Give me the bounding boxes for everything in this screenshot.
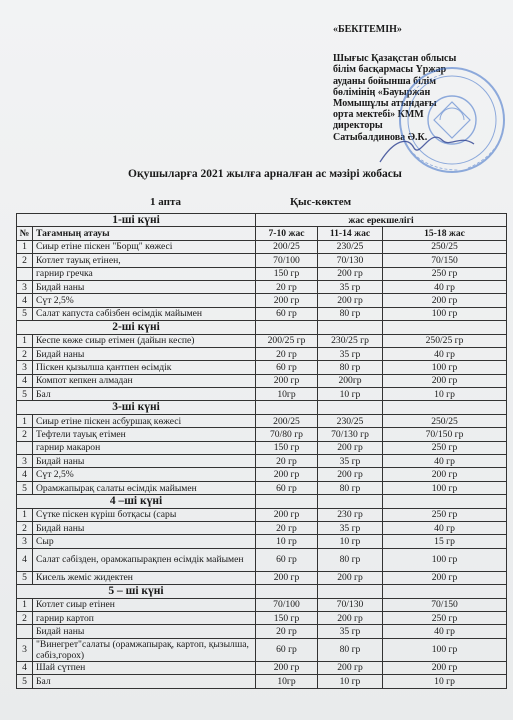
- approval-line: ауданы бойынша білім: [333, 75, 437, 87]
- column-header-15-18: 15-18 жас: [383, 227, 507, 240]
- portion-15-18: 200 гр: [383, 374, 507, 387]
- portion-11-14: 70/130: [318, 254, 383, 267]
- portion-7-10: 60 гр: [256, 307, 318, 320]
- dish-name: Бал: [33, 675, 256, 688]
- dish-name: Сыр: [33, 535, 256, 548]
- portion-11-14: 10 гр: [318, 675, 383, 688]
- portion-7-10: 150 гр: [256, 267, 318, 280]
- portion-15-18: 10 гр: [383, 388, 507, 401]
- portion-7-10: 200/25 гр: [256, 334, 318, 347]
- empty-cell: [256, 401, 318, 414]
- dish-name: Салат сәбізден, орамжапырақпен өсімдік майымен: [33, 548, 256, 571]
- portion-15-18: 100 гр: [383, 481, 507, 494]
- portion-11-14: 200 гр: [318, 267, 383, 280]
- row-number: [17, 625, 33, 638]
- portion-15-18: 250/25 гр: [383, 334, 507, 347]
- row-number: [17, 267, 33, 280]
- table-row: [17, 625, 507, 638]
- table-row: [17, 441, 507, 454]
- portion-11-14: 200 гр: [318, 571, 383, 584]
- portion-15-18: 100 гр: [383, 548, 507, 571]
- row-number: 1: [17, 240, 33, 253]
- column-header-dish: Тағамның атауы: [33, 227, 256, 240]
- portion-15-18: 250 гр: [383, 267, 507, 280]
- empty-cell: [256, 495, 318, 508]
- dish-name: Бидай наны: [33, 280, 256, 293]
- day-name: 4 –ші күні: [17, 495, 256, 508]
- row-number: 2: [17, 428, 33, 441]
- dish-name: Сүт 2,5%: [33, 294, 256, 307]
- approval-line: бөлімінің «Бауыржан: [333, 86, 431, 98]
- table-row: [17, 481, 507, 494]
- dish-name: гарнир гречка: [33, 267, 256, 280]
- empty-cell: [256, 585, 318, 598]
- table-row: [17, 508, 507, 521]
- empty-cell: [383, 401, 507, 414]
- table-row: [17, 428, 507, 441]
- column-header-num: №: [17, 227, 33, 240]
- empty-cell: [383, 495, 507, 508]
- table-row: [17, 675, 507, 688]
- table-row: [17, 638, 507, 661]
- portion-7-10: 20 гр: [256, 625, 318, 638]
- portion-11-14: 200 гр: [318, 441, 383, 454]
- row-number: 2: [17, 254, 33, 267]
- portion-15-18: 15 гр: [383, 535, 507, 548]
- table-row: [17, 611, 507, 624]
- approval-line: орта мектебі» КММ: [333, 109, 424, 121]
- portion-7-10: 70/80 гр: [256, 428, 318, 441]
- approval-line: Сатыбалдинова Ә.К.: [333, 131, 428, 143]
- portion-11-14: 230/25: [318, 414, 383, 427]
- row-number: 2: [17, 347, 33, 360]
- portion-7-10: 150 гр: [256, 441, 318, 454]
- dish-name: гарнир макарон: [33, 441, 256, 454]
- day-header-row: [17, 495, 507, 508]
- day-name: 2-ші күні: [17, 321, 256, 334]
- empty-cell: [256, 321, 318, 334]
- approval-line: Шығыс Қазақстан облысы: [333, 53, 457, 65]
- dish-name: Бидай наны: [33, 347, 256, 360]
- portion-7-10: 60 гр: [256, 361, 318, 374]
- portion-11-14: 80 гр: [318, 307, 383, 320]
- portion-15-18: 100 гр: [383, 361, 507, 374]
- row-number: 2: [17, 521, 33, 534]
- portion-15-18: 100 гр: [383, 638, 507, 661]
- portion-7-10: 20 гр: [256, 280, 318, 293]
- portion-15-18: 100 гр: [383, 307, 507, 320]
- portion-11-14: 80 гр: [318, 548, 383, 571]
- portion-7-10: 60 гр: [256, 548, 318, 571]
- portion-11-14: 230/25: [318, 240, 383, 253]
- table-row: [17, 455, 507, 468]
- row-number: 1: [17, 598, 33, 611]
- week-label: 1 апта: [150, 196, 181, 208]
- portion-7-10: 10гр: [256, 675, 318, 688]
- day-name: 5 – ші күні: [17, 585, 256, 598]
- portion-11-14: 200 гр: [318, 294, 383, 307]
- portion-7-10: 20 гр: [256, 455, 318, 468]
- row-number: 5: [17, 388, 33, 401]
- portion-11-14: 200 гр: [318, 468, 383, 481]
- portion-11-14: 35 гр: [318, 455, 383, 468]
- portion-15-18: 250/25: [383, 240, 507, 253]
- portion-7-10: 10 гр: [256, 535, 318, 548]
- portion-15-18: 40 гр: [383, 521, 507, 534]
- portion-7-10: 10гр: [256, 388, 318, 401]
- portion-7-10: 200 гр: [256, 468, 318, 481]
- day-header-row: [17, 585, 507, 598]
- portion-15-18: 40 гр: [383, 455, 507, 468]
- portion-15-18: 10 гр: [383, 675, 507, 688]
- portion-7-10: 70/100: [256, 598, 318, 611]
- row-number: 2: [17, 611, 33, 624]
- portion-7-10: 200/25: [256, 414, 318, 427]
- row-number: 4: [17, 294, 33, 307]
- portion-7-10: 200 гр: [256, 508, 318, 521]
- row-number: 3: [17, 455, 33, 468]
- day-header-row: [17, 401, 507, 414]
- portion-11-14: 70/130: [318, 598, 383, 611]
- portion-7-10: 150 гр: [256, 611, 318, 624]
- empty-cell: [318, 401, 383, 414]
- approval-title: «БЕКІТЕМІН»: [333, 24, 402, 35]
- season-label: Қыс-көктем: [290, 196, 352, 208]
- portion-11-14: 35 гр: [318, 280, 383, 293]
- portion-7-10: 200 гр: [256, 294, 318, 307]
- row-number: 3: [17, 361, 33, 374]
- portion-7-10: 200 гр: [256, 374, 318, 387]
- portion-15-18: 250 гр: [383, 441, 507, 454]
- table-row: [17, 388, 507, 401]
- row-number: 1: [17, 414, 33, 427]
- portion-11-14: 70/130 гр: [318, 428, 383, 441]
- portion-11-14: 35 гр: [318, 521, 383, 534]
- dish-name: Бидай наны: [33, 625, 256, 638]
- portion-15-18: 40 гр: [383, 280, 507, 293]
- table-row: [17, 548, 507, 571]
- table-row: [17, 598, 507, 611]
- day-header-row: [17, 214, 507, 227]
- portion-7-10: 20 гр: [256, 347, 318, 360]
- portion-15-18: 70/150: [383, 254, 507, 267]
- table-row: [17, 661, 507, 674]
- day-name: 3-ші күні: [17, 401, 256, 414]
- age-group-header: жас ерекшелігі: [256, 214, 507, 227]
- row-number: 5: [17, 571, 33, 584]
- portion-11-14: 35 гр: [318, 347, 383, 360]
- dish-name: Кисель жеміс жидектен: [33, 571, 256, 584]
- portion-11-14: 230 гр: [318, 508, 383, 521]
- portion-11-14: 10 гр: [318, 388, 383, 401]
- portion-15-18: 40 гр: [383, 625, 507, 638]
- dish-name: Кеспе көже сиыр етімен (дайын кеспе): [33, 334, 256, 347]
- portion-15-18: 70/150: [383, 598, 507, 611]
- portion-15-18: 200 гр: [383, 468, 507, 481]
- dish-name: Сиыр етіне піскен "Борщ" көжесі: [33, 240, 256, 253]
- row-number: 4: [17, 468, 33, 481]
- row-number: 4: [17, 548, 33, 571]
- portion-11-14: 80 гр: [318, 481, 383, 494]
- dish-name: гарнир картоп: [33, 611, 256, 624]
- table-row: [17, 240, 507, 253]
- dish-name: Піскен қызылша қантпен өсімдік: [33, 361, 256, 374]
- approval-line: білім басқармасы Үржар: [333, 64, 447, 76]
- portion-7-10: 200 гр: [256, 661, 318, 674]
- dish-name: Сүтке піскен күріш ботқасы (сары: [33, 508, 256, 521]
- dish-name: Котлет тауық етінен,: [33, 254, 256, 267]
- portion-7-10: 20 гр: [256, 521, 318, 534]
- dish-name: Бидай наны: [33, 455, 256, 468]
- empty-cell: [318, 495, 383, 508]
- dish-name: Тефтели тауық етімен: [33, 428, 256, 441]
- row-number: 4: [17, 374, 33, 387]
- table-row: [17, 294, 507, 307]
- portion-15-18: 200 гр: [383, 571, 507, 584]
- dish-name: Бидай наны: [33, 521, 256, 534]
- portion-15-18: 40 гр: [383, 347, 507, 360]
- dish-name: Бал: [33, 388, 256, 401]
- empty-cell: [318, 321, 383, 334]
- table-row: [17, 347, 507, 360]
- portion-15-18: 250 гр: [383, 508, 507, 521]
- approval-line: директоры: [333, 120, 383, 132]
- portion-11-14: 200гр: [318, 374, 383, 387]
- dish-name: Котлет сиыр етінен: [33, 598, 256, 611]
- row-number: [17, 441, 33, 454]
- table-row: [17, 468, 507, 481]
- day-header-row: [17, 321, 507, 334]
- dish-name: Шай сүтпен: [33, 661, 256, 674]
- portion-7-10: 60 гр: [256, 638, 318, 661]
- row-number: 5: [17, 675, 33, 688]
- column-header-7-10: 7-10 жас: [256, 227, 318, 240]
- portion-15-18: 70/150 гр: [383, 428, 507, 441]
- table-row: [17, 280, 507, 293]
- portion-11-14: 80 гр: [318, 361, 383, 374]
- table-row: [17, 361, 507, 374]
- table-row: [17, 571, 507, 584]
- row-number: 1: [17, 508, 33, 521]
- empty-cell: [318, 585, 383, 598]
- portion-11-14: 10 гр: [318, 535, 383, 548]
- portion-11-14: 80 гр: [318, 638, 383, 661]
- dish-name: Сүт 2,5%: [33, 468, 256, 481]
- row-number: 3: [17, 638, 33, 661]
- day-name: 1-ші күні: [17, 214, 256, 227]
- row-number: 3: [17, 535, 33, 548]
- row-number: 5: [17, 307, 33, 320]
- menu-table: [16, 213, 507, 689]
- portion-7-10: 70/100: [256, 254, 318, 267]
- official-seal-stamp: [372, 58, 508, 178]
- row-number: 3: [17, 280, 33, 293]
- row-number: 5: [17, 481, 33, 494]
- portion-15-18: 250 гр: [383, 611, 507, 624]
- dish-name: Салат капуста сәбізбен өсімдік майымен: [33, 307, 256, 320]
- column-header-row: [17, 227, 507, 240]
- empty-cell: [383, 585, 507, 598]
- dish-name: Компот кепкен алмадан: [33, 374, 256, 387]
- table-row: [17, 334, 507, 347]
- portion-11-14: 200 гр: [318, 661, 383, 674]
- table-row: [17, 267, 507, 280]
- portion-7-10: 60 гр: [256, 481, 318, 494]
- portion-7-10: 200 гр: [256, 571, 318, 584]
- portion-15-18: 200 гр: [383, 294, 507, 307]
- dish-name: Орамжапырақ салаты өсімдік майымен: [33, 481, 256, 494]
- approval-line: Момышұлы атындағы: [333, 98, 437, 110]
- portion-7-10: 200/25: [256, 240, 318, 253]
- table-row: [17, 521, 507, 534]
- dish-name: "Винегрет"салаты (орамжапырақ, картоп, қызылша, сәбіз,горох): [33, 638, 256, 661]
- portion-11-14: 230/25 гр: [318, 334, 383, 347]
- table-row: [17, 254, 507, 267]
- table-row: [17, 535, 507, 548]
- table-row: [17, 414, 507, 427]
- empty-cell: [383, 321, 507, 334]
- row-number: 4: [17, 661, 33, 674]
- portion-15-18: 250/25: [383, 414, 507, 427]
- portion-15-18: 200 гр: [383, 661, 507, 674]
- column-header-11-14: 11-14 жас: [318, 227, 383, 240]
- menu-title: Оқушыларға 2021 жылға арналған ас мәзірі жобасы: [128, 168, 402, 180]
- dish-name: Сиыр етіне піскен асбуршақ көжесі: [33, 414, 256, 427]
- table-row: [17, 307, 507, 320]
- portion-11-14: 200 гр: [318, 611, 383, 624]
- portion-11-14: 35 гр: [318, 625, 383, 638]
- table-row: [17, 374, 507, 387]
- row-number: 1: [17, 334, 33, 347]
